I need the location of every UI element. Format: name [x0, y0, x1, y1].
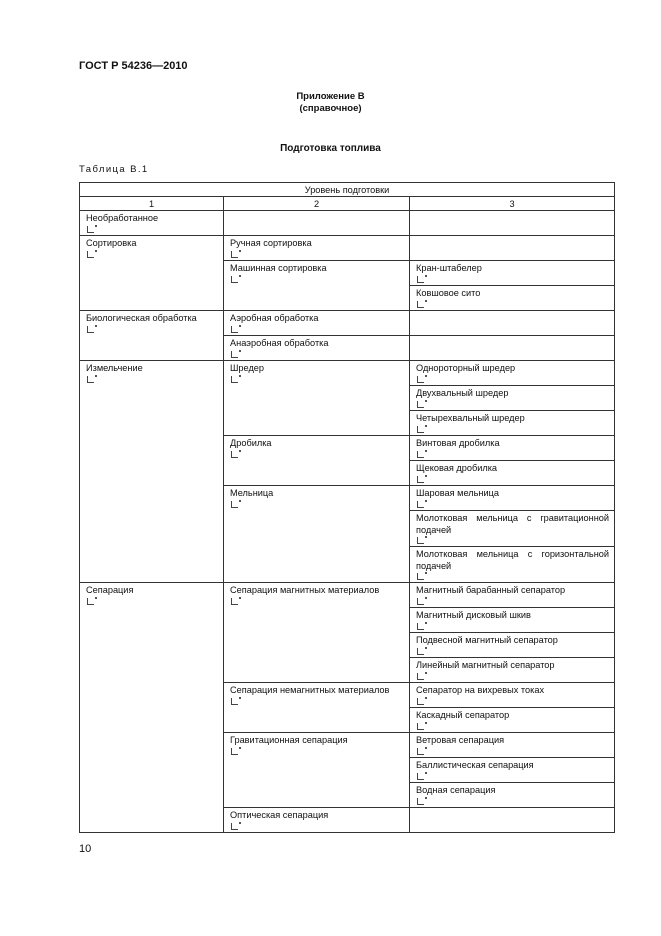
cell-text: Сепаратор на вихревых токах [416, 685, 545, 695]
bracket-mark-icon [417, 501, 424, 508]
bracket-mark-icon [231, 501, 238, 508]
bracket-mark-icon [87, 376, 94, 383]
column-header-3: 3 [410, 197, 615, 211]
cell-text: Водная сепарация [416, 785, 496, 795]
cell-text: Винтовая дробилка [416, 438, 500, 448]
level3-cell [410, 658, 615, 683]
bracket-mark-icon [231, 698, 238, 705]
cell-text: Биологическая обработка [86, 313, 197, 323]
level3-cell [410, 436, 615, 461]
level3-cell [410, 547, 615, 583]
cell-text: Сепарация немагнитных материалов [230, 685, 390, 695]
empty-cell [224, 211, 410, 236]
bracket-mark-icon [231, 276, 238, 283]
cell-text: Магнитный дисковый шкив [416, 610, 531, 620]
cell-text: Анаэробная обработка [230, 338, 329, 348]
bracket-mark-icon [417, 798, 424, 805]
cell-text: Магнитный барабанный сепаратор [416, 585, 566, 595]
cell-text: Сортировка [86, 238, 137, 248]
bracket-mark-icon [231, 598, 238, 605]
level2-cell [224, 236, 410, 261]
document-code: ГОСТ Р 54236—2010 [79, 60, 188, 72]
level3-cell [410, 608, 615, 633]
empty-cell [410, 808, 615, 833]
page-number: 10 [79, 843, 92, 855]
bracket-mark-icon [231, 748, 238, 755]
bracket-mark-icon [87, 251, 94, 258]
cell-text: Машинная сортировка [230, 263, 327, 273]
bracket-mark-icon [417, 623, 424, 630]
bracket-mark-icon [417, 698, 424, 705]
level2-cell [224, 436, 410, 486]
cell-text: Измельчение [86, 363, 143, 373]
bracket-mark-icon [417, 673, 424, 680]
cell-text: Ветровая сепарация [416, 735, 505, 745]
cell-text: Щековая дробилка [416, 463, 498, 473]
level3-cell [410, 758, 615, 783]
cell-text: Каскадный сепаратор [416, 710, 510, 720]
bracket-mark-icon [231, 326, 238, 333]
level3-cell [410, 511, 615, 547]
bracket-mark-icon [231, 351, 238, 358]
empty-cell [410, 336, 615, 361]
cell-text: Линейный магнитный сепаратор [416, 660, 555, 670]
cell-text: Гравитационная сепарация [230, 735, 348, 745]
bracket-mark-icon [417, 476, 424, 483]
bracket-mark-icon [87, 226, 94, 233]
level3-cell [410, 286, 615, 311]
cell-text: Однороторный шредер [416, 363, 516, 373]
level3-cell [410, 261, 615, 286]
bracket-mark-icon [417, 598, 424, 605]
cell-text: Шредер [230, 363, 265, 373]
level2-cell [224, 583, 410, 683]
level1-cell [80, 236, 224, 311]
level3-cell [410, 411, 615, 436]
section-title: Подготовка топлива [280, 143, 381, 154]
cell-text: Сепарация [86, 585, 134, 595]
level3-cell [410, 386, 615, 411]
table-group-header: Уровень подготовки [80, 183, 615, 197]
bracket-mark-icon [417, 426, 424, 433]
bracket-mark-icon [417, 723, 424, 730]
level3-cell [410, 733, 615, 758]
bracket-mark-icon [417, 773, 424, 780]
cell-text: Мельница [230, 488, 274, 498]
cell-text: Аэробная обработка [230, 313, 319, 323]
column-header-2: 2 [224, 197, 410, 211]
bracket-mark-icon [87, 598, 94, 605]
cell-text: Двухвальный шредер [416, 388, 509, 398]
bracket-mark-icon [417, 451, 424, 458]
bracket-mark-icon [231, 251, 238, 258]
level2-cell [224, 683, 410, 733]
bracket-mark-icon [417, 276, 424, 283]
level3-cell [410, 683, 615, 708]
bracket-mark-icon [231, 823, 238, 830]
cell-text: Баллистическая сепарация [416, 760, 534, 770]
level2-cell [224, 311, 410, 336]
bracket-mark-icon [417, 648, 424, 655]
bracket-mark-icon [417, 376, 424, 383]
level3-cell [410, 461, 615, 486]
level1-cell [80, 311, 224, 361]
appendix-note: (справочное) [299, 103, 362, 114]
level1-cell [80, 361, 224, 583]
level1-cell [80, 583, 224, 833]
bracket-mark-icon [417, 537, 424, 544]
level2-cell [224, 336, 410, 361]
level3-cell [410, 783, 615, 808]
level2-cell [224, 733, 410, 808]
level2-cell [224, 261, 410, 311]
level3-cell [410, 361, 615, 386]
cell-text: Четырехвальный шредер [416, 413, 525, 423]
cell-text: Ковшовое сито [416, 288, 481, 298]
cell-text: Оптическая сепарация [230, 810, 329, 820]
bracket-mark-icon [231, 451, 238, 458]
level1-cell [80, 211, 224, 236]
level2-cell [224, 361, 410, 436]
cell-text: Молотковая мельница с гравитационной подачей [416, 513, 610, 535]
cell-text: Молотковая мельница с горизонтальной подачей [416, 549, 610, 571]
empty-cell [410, 211, 615, 236]
bracket-mark-icon [417, 301, 424, 308]
bracket-mark-icon [417, 748, 424, 755]
level2-cell [224, 486, 410, 583]
bracket-mark-icon [417, 573, 424, 580]
cell-text: Шаровая мельница [416, 488, 500, 498]
bracket-mark-icon [87, 326, 94, 333]
appendix-title: Приложение В [296, 91, 365, 102]
column-header-1: 1 [80, 197, 224, 211]
table-caption: Таблица В.1 [79, 164, 149, 175]
level3-cell [410, 633, 615, 658]
level3-cell [410, 583, 615, 608]
cell-text: Сепарация магнитных материалов [230, 585, 380, 595]
cell-text: Кран-штабелер [416, 263, 482, 273]
bracket-mark-icon [417, 401, 424, 408]
bracket-mark-icon [231, 376, 238, 383]
level3-cell [410, 708, 615, 733]
level2-cell [224, 808, 410, 833]
cell-text: Необработанное [86, 213, 159, 223]
empty-cell [410, 311, 615, 336]
cell-text: Подвесной магнитный сепаратор [416, 635, 558, 645]
cell-text: Ручная сортировка [230, 238, 312, 248]
appendix-heading [0, 91, 661, 115]
fuel-preparation-table [79, 182, 615, 833]
empty-cell [410, 236, 615, 261]
cell-text: Дробилка [230, 438, 272, 448]
level3-cell [410, 486, 615, 511]
